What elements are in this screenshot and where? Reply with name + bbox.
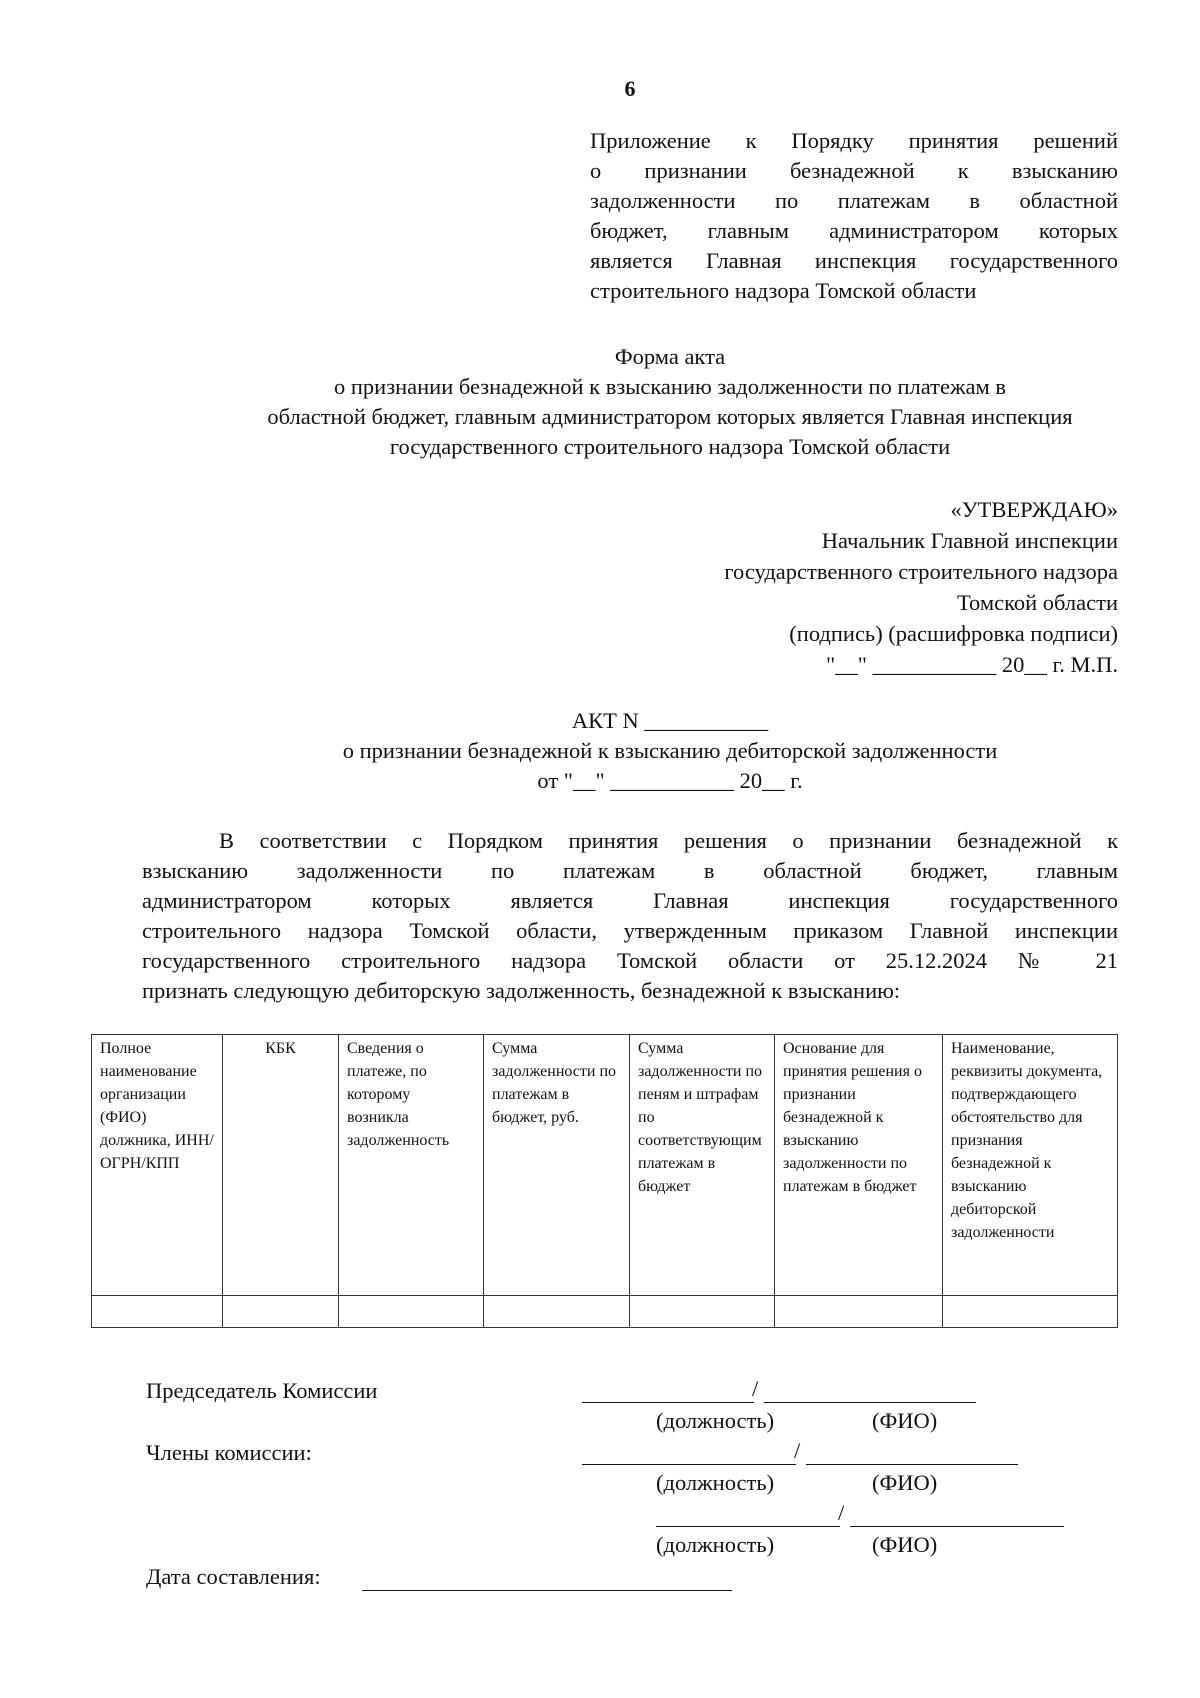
chairman-slash: /: [752, 1376, 759, 1401]
member-1-position-caption: (должность): [656, 1470, 775, 1495]
approval-line: «УТВЕРЖДАЮ»: [950, 497, 1118, 522]
chairman-name-line: [764, 1402, 976, 1403]
column-header-document: Наименование, реквизиты документа, подтверждающего обстоятельство для признания безнадежной к взысканию дебиторской задолженности: [943, 1035, 1118, 1296]
table-header-row: [92, 1035, 1118, 1296]
table-cell: [339, 1296, 484, 1328]
date-label: Дата составления:: [146, 1564, 321, 1589]
approval-block: [600, 494, 1118, 680]
appendix-line: Приложение к Порядку принятия решений: [590, 128, 1118, 153]
appendix-line: является Главная инспекция государственного: [590, 248, 1118, 273]
chairman-position-line: [582, 1402, 754, 1403]
approval-line: (подпись) (расшифровка подписи): [789, 621, 1118, 646]
paragraph-line: строительного надзора Томской области, утвержденным приказом Главной инспекции: [142, 918, 1118, 943]
appendix-line: о признании безнадежной к взысканию: [590, 158, 1118, 183]
column-header-debtor: Полное наименование организации (ФИО) должника, ИНН/ОГРН/КПП: [92, 1035, 223, 1296]
table-cell: [92, 1296, 223, 1328]
chairman-label: Председатель Комиссии: [146, 1378, 378, 1403]
chairman-position-caption: (должность): [656, 1408, 775, 1433]
form-title-line: о признании безнадежной к взысканию задолженности по платежам в: [334, 374, 1006, 399]
appendix-note: [590, 126, 1118, 306]
paragraph-line: государственного строительного надзора Томской области от 25.12.2024 № 21: [142, 948, 1118, 973]
paragraph-line: признать следующую дебиторскую задолженность, безнадежной к взысканию:: [142, 978, 901, 1003]
members-label: Члены комиссии:: [146, 1440, 312, 1465]
table-cell: [223, 1296, 339, 1328]
approval-line: государственного строительного надзора: [724, 559, 1118, 584]
appendix-line: бюджет, главным администратором которых: [590, 218, 1118, 243]
form-title-line: Форма акта: [614, 344, 726, 369]
table-row: [92, 1296, 1118, 1328]
column-header-debt-amount: Сумма задолженности по платежам в бюджет, руб.: [484, 1035, 630, 1296]
table-cell: [775, 1296, 943, 1328]
member-2-position-caption: (должность): [656, 1532, 775, 1557]
column-header-payment-info: Сведения о платеже, по которому возникла задолженность: [339, 1035, 484, 1296]
act-date-line: от "__" ___________ 20__ г.: [537, 768, 803, 793]
member-2-position-line: [656, 1526, 840, 1527]
act-paragraph: [142, 826, 1118, 1006]
column-header-kbk: КБК: [223, 1035, 339, 1296]
table-cell: [484, 1296, 630, 1328]
page-number: 6: [624, 76, 636, 101]
paragraph-line: взысканию задолженности по платежам в областной бюджет, главным: [142, 858, 1118, 883]
member-1-slash: /: [794, 1438, 801, 1463]
form-title-line: областной бюджет, главным администратором которых является Главная инспекция: [267, 404, 1073, 429]
member-1-position-line: [582, 1464, 796, 1465]
member-2-name-line: [850, 1526, 1064, 1527]
paragraph-line: В соответствии с Порядком принятия решения о признании безнадежной к: [219, 828, 1118, 853]
appendix-line: строительного надзора Томской области: [590, 278, 977, 303]
act-title-block: [0, 706, 1200, 796]
act-title: АКТ N ___________: [571, 708, 769, 733]
member-2-slash: /: [838, 1500, 845, 1525]
table-cell: [630, 1296, 775, 1328]
member-2-name-caption: (ФИО): [872, 1532, 938, 1557]
approval-line: Начальник Главной инспекции: [821, 528, 1118, 553]
paragraph-line: администратором которых является Главная инспекция государственного: [142, 888, 1118, 913]
member-1-name-caption: (ФИО): [872, 1470, 938, 1495]
appendix-line: задолженности по платежам в областной: [590, 188, 1118, 213]
table-cell: [943, 1296, 1118, 1328]
chairman-name-caption: (ФИО): [872, 1408, 938, 1433]
column-header-grounds: Основание для принятия решения о признании безнадежной к взысканию задолженности по платежам в бюджет: [775, 1035, 943, 1296]
approval-line: "__" ___________ 20__ г. М.П.: [826, 652, 1118, 677]
member-1-name-line: [806, 1464, 1018, 1465]
column-header-penalty-amount: Сумма задолженности по пеням и штрафам по соответствующим платежам в бюджет: [630, 1035, 775, 1296]
approval-line: Томской области: [956, 590, 1118, 615]
form-title-line: государственного строительного надзора Томской области: [389, 434, 951, 459]
act-subtitle: о признании безнадежной к взысканию дебиторской задолженности: [342, 738, 998, 763]
date-line: [362, 1590, 732, 1591]
form-title: [0, 342, 1200, 462]
debt-table: [91, 1034, 1118, 1328]
